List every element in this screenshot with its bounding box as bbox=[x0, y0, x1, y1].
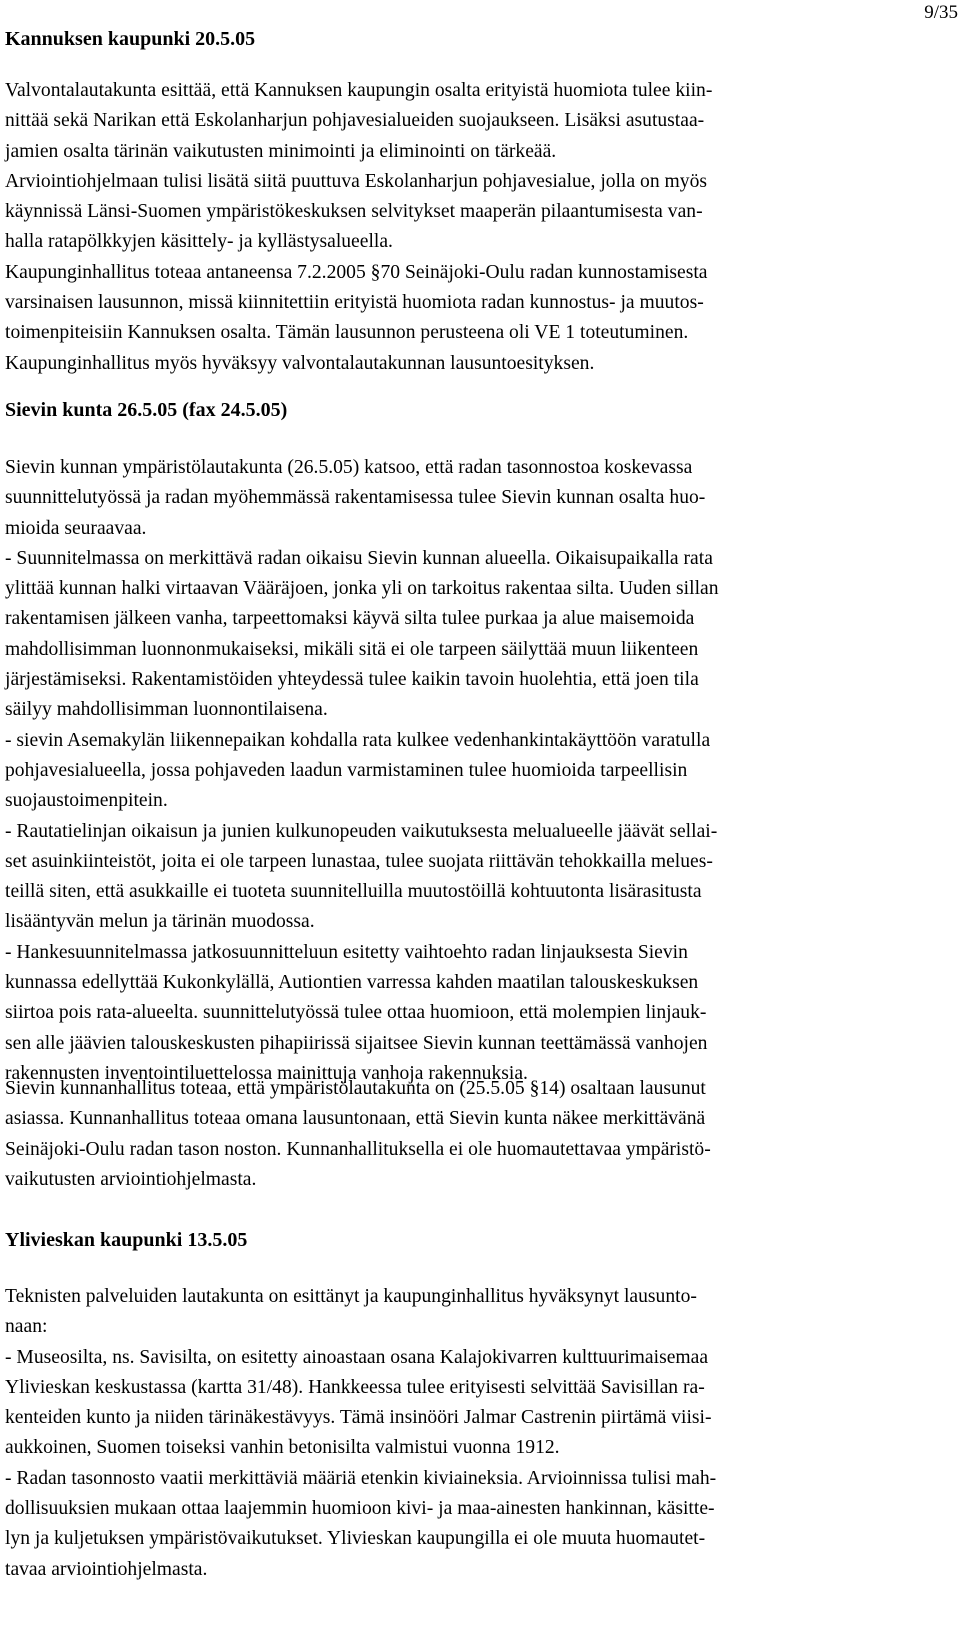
text-line: - Suunnitelmassa on merkittävä radan oikaisu Sievin kunnan alueella. Oikaisupaikalla rata bbox=[5, 547, 713, 569]
text-line: toimenpiteisiin Kannuksen osalta. Tämän lausunnon perusteena oli VE 1 toteutuminen. bbox=[5, 322, 689, 344]
paragraph-sievi-2 bbox=[5, 1074, 955, 1195]
text-line: naan: bbox=[5, 1316, 48, 1338]
text-line: - Rautatielinjan oikaisun ja junien kulkunopeuden vaikutuksesta melualueelle jäävät sellai- bbox=[5, 820, 718, 842]
text-line: asiassa. Kunnanhallitus toteaa omana lausuntonaan, että Sievin kunta näkee merkittävänä bbox=[5, 1108, 706, 1130]
text-line: Kaupunginhallitus myös hyväksyy valvontalautakunnan lausuntoesityksen. bbox=[5, 352, 595, 374]
text-line: Ylivieskan keskustassa (kartta 31/48). Hankkeessa tulee erityisesti selvittää Savisillan ra- bbox=[5, 1376, 705, 1398]
text-line: Kaupunginhallitus toteaa antaneensa 7.2.2005 §70 Seinäjoki-Oulu radan kunnostamisesta bbox=[5, 261, 708, 283]
text-line: - sievin Asemakylän liikennepaikan kohdalla rata kulkee vedenhankintakäyttöön varatulla bbox=[5, 729, 711, 751]
text-line: säilyy mahdollisimman luonnontilaisena. bbox=[5, 699, 328, 721]
text-line: mahdollisimman luonnonmukaiseksi, mikäli sitä ei ole tarpeen säilyttää muun liikenteen bbox=[5, 638, 699, 660]
text-line: Sievin kunnan ympäristölautakunta (26.5.05) katsoo, että radan tasonnostoa koskevassa bbox=[5, 457, 693, 478]
text-line: jamien osalta tärinän vaikutusten minimointi ja eliminointi on tärkeää. bbox=[5, 140, 557, 162]
paragraph-kannus-1 bbox=[5, 76, 955, 379]
text-line: aukkoinen, Suomen toiseksi vanhin betonisilta valmistui vuonna 1912. bbox=[5, 1437, 560, 1459]
text-line: siirtoa pois rata-alueelta. suunnittelutyössä tulee ottaa huomioon, että molempien linjauk- bbox=[5, 1002, 707, 1024]
text-line: dollisuuksien mukaan ottaa laajemmin huomioon kivi- ja maa-ainesten hankinnan, käsitte- bbox=[5, 1498, 715, 1520]
text-line: set asuinkiinteistöt, joita ei ole tarpeen lunastaa, tulee suojata riittävän tehokkailla melues- bbox=[5, 850, 713, 872]
text-line: vaikutusten arviointiohjelmasta. bbox=[5, 1168, 257, 1190]
text-line: tavaa arviointiohjelmasta. bbox=[5, 1558, 208, 1580]
text-line: suunnittelutyössä ja radan myöhemmässä rakentamisessa tulee Sievin kunnan osalta huo- bbox=[5, 487, 706, 509]
text-line: Seinäjoki-Oulu radan tason noston. Kunnanhallituksella ei ole huomautettavaa ympäristö- bbox=[5, 1138, 711, 1160]
text-line: pohjavesialueella, jossa pohjaveden laadun varmistaminen tulee huomioida tarpeellisin bbox=[5, 759, 688, 781]
text-line: kunnassa edellyttää Kukonkylällä, Autiontien varressa kahden maatilan talouskeskuksen bbox=[5, 972, 699, 994]
text-line: Valvontalautakunta esittää, että Kannuksen kaupungin osalta erityistä huomiota tulee kiin- bbox=[5, 80, 713, 101]
text-line: varsinaisen lausunnon, missä kiinnitettiin erityistä huomiota radan kunnostus- ja muutos- bbox=[5, 292, 704, 314]
page-number: 9/35 bbox=[924, 2, 958, 23]
text-line: suojaustoimenpitein. bbox=[5, 790, 168, 812]
text-line: Teknisten palveluiden lautakunta on esittänyt ja kaupunginhallitus hyväksynyt lausunto- bbox=[5, 1286, 697, 1307]
text-line: ylittää kunnan halki virtaavan Vääräjoen, jonka yli on tarkoitus rakentaa silta. Uuden sillan bbox=[5, 578, 719, 600]
paragraph-sievi-1 bbox=[5, 453, 955, 1089]
section-heading-ylivieska: Ylivieskan kaupunki 13.5.05 bbox=[5, 1229, 248, 1251]
text-line: sen alle jäävien talouskeskusten pihapiirissä sijaitsee Sievin kunnan teettämässä vanhojen bbox=[5, 1032, 708, 1054]
text-line: halla ratapölkkyjen käsittely- ja kyllästysalueella. bbox=[5, 231, 393, 253]
text-line: mioida seuraavaa. bbox=[5, 517, 147, 539]
section-heading-sievi: Sievin kunta 26.5.05 (fax 24.5.05) bbox=[5, 399, 288, 421]
text-line: rakentamisen jälkeen vanha, tarpeettomaksi käyvä silta tulee purkaa ja alue maisemoida bbox=[5, 608, 695, 630]
text-line: nittää sekä Narikan että Eskolanharjun pohjavesialueiden suojaukseen. Lisäksi asutustaa- bbox=[5, 110, 705, 132]
text-line: järjestämiseksi. Rakentamistöiden yhteydessä tulee kaikin tavoin huolehtia, että joen tila bbox=[5, 669, 699, 691]
text-line: lisääntyvän melun ja tärinän muodossa. bbox=[5, 911, 315, 933]
text-line: Sievin kunnanhallitus toteaa, että ympäristölautakunta on (25.5.05 §14) osaltaan lausunut bbox=[5, 1078, 706, 1099]
text-line: - Radan tasonnosto vaatii merkittäviä määriä etenkin kiviaineksia. Arvioinnissa tulisi mah- bbox=[5, 1467, 717, 1489]
text-line: Arviointiohjelmaan tulisi lisätä siitä puuttuva Eskolanharjun pohjavesialue, jolla on myös bbox=[5, 170, 707, 192]
paragraph-ylivieska-1 bbox=[5, 1282, 955, 1585]
text-line: - Hankesuunnitelmassa jatkosuunnitteluun esitetty vaihtoehto radan linjauksesta Sievin bbox=[5, 941, 688, 963]
text-line: kenteiden kunto ja niiden tärinäkestävyys. Tämä insinööri Jalmar Castrenin piirtämä viisi- bbox=[5, 1407, 712, 1429]
text-line: - Museosilta, ns. Savisilta, on esitetty ainoastaan osana Kalajokivarren kulttuurimaisemaa bbox=[5, 1346, 709, 1368]
text-line: käynnissä Länsi-Suomen ympäristökeskuksen selvitykset maaperän pilaantumisesta van- bbox=[5, 201, 703, 223]
section-heading-kannus: Kannuksen kaupunki 20.5.05 bbox=[5, 28, 256, 50]
text-line: teillä siten, että asukkaille ei tuoteta suunnitelluilla muutostöillä kohtuutonta lisärasitusta bbox=[5, 881, 702, 903]
text-line: rakennusten inventointiluettelossa mainittuja vanhoja rakennuksia. bbox=[5, 1062, 528, 1084]
text-line: lyn ja kuljetuksen ympäristövaikutukset. Ylivieskan kaupungilla ei ole muuta huomautet- bbox=[5, 1528, 706, 1550]
